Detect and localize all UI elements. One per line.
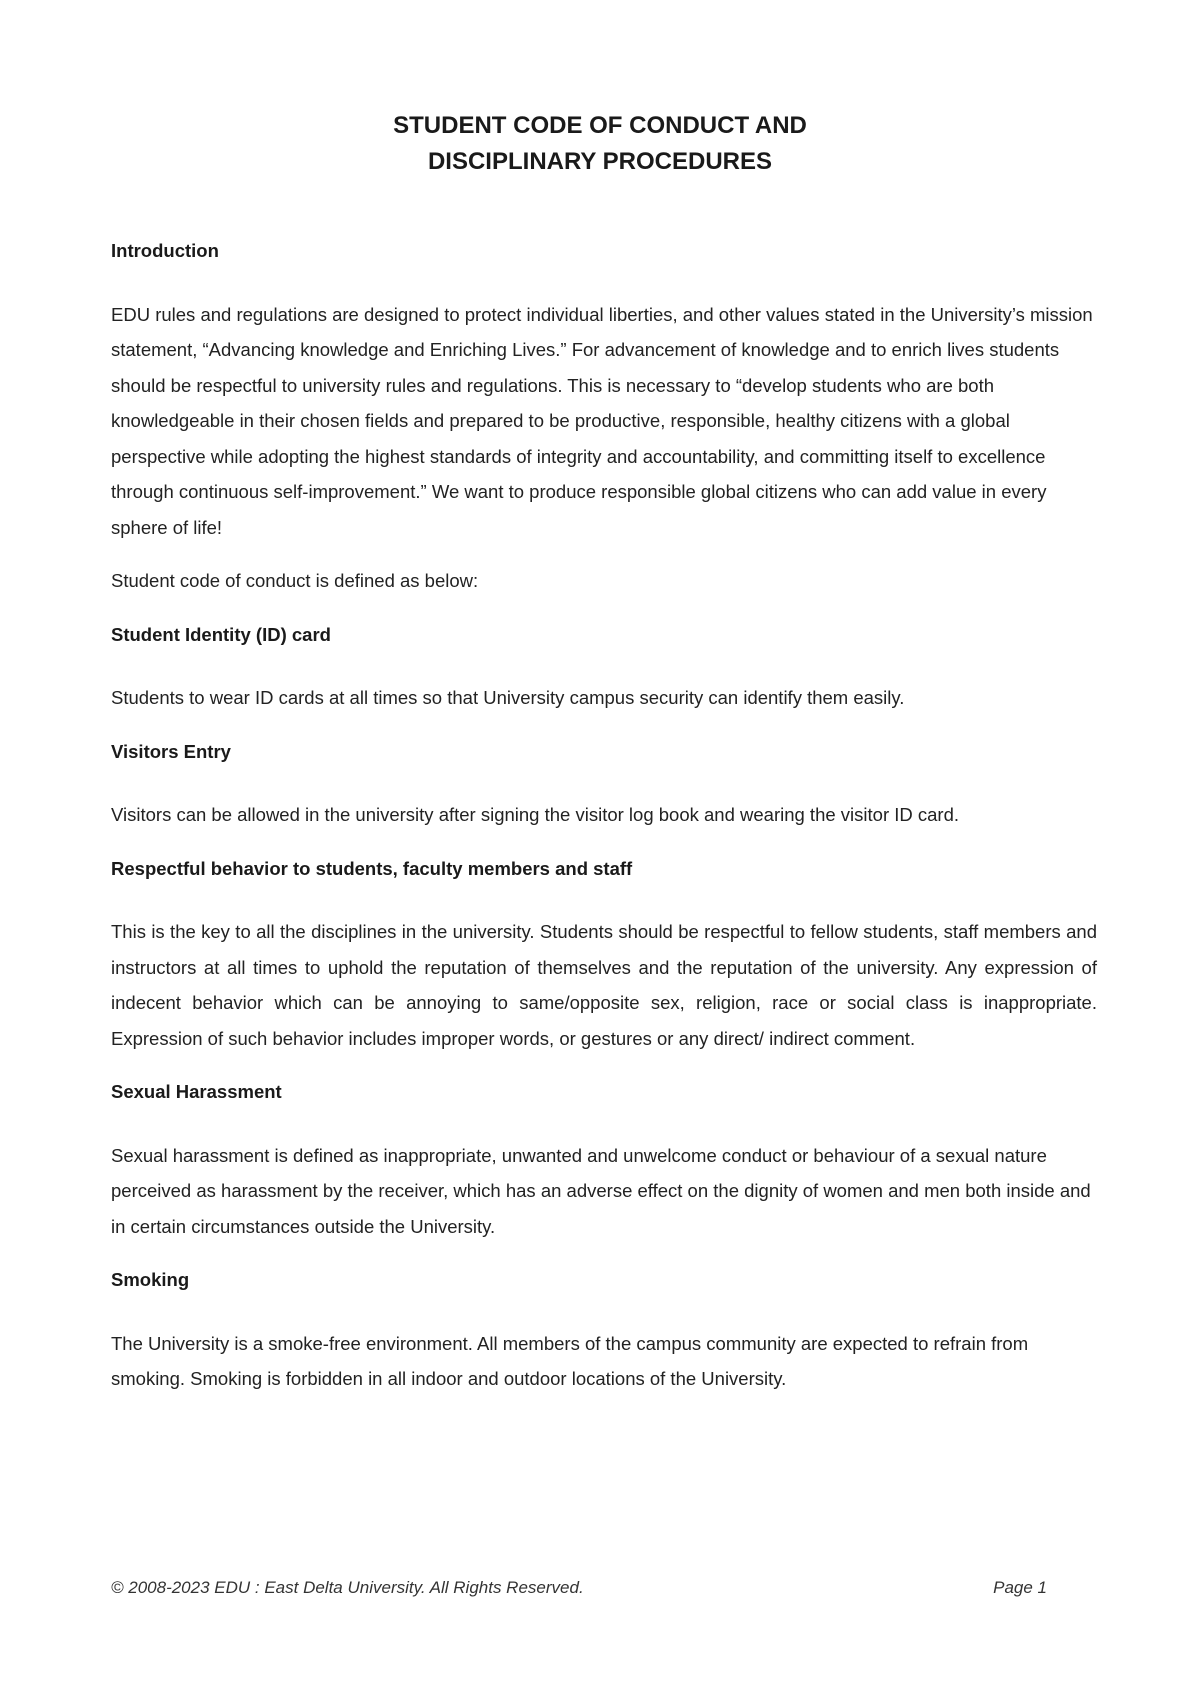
section-body-smoking: The University is a smoke-free environment. All members of the campus community are expected to refrain from smoking. Smoking is forbidden in all indoor and outdoor locations of the University. [111, 1332, 1029, 1389]
section-body-sexual-harassment: Sexual harassment is defined as inappropriate, unwanted and unwelcome conduct or behaviour of a sexual nature perceived as harassment by the receiver, which has an adverse effect on the dignity of women and men both inside and in certain circumstances outside the University. [111, 1144, 1091, 1237]
title-line-1: STUDENT CODE OF CONDUCT AND [393, 112, 807, 139]
section-body-id-card: Students to wear ID cards at all times so that University campus security can identify them easily. [111, 687, 905, 708]
section-body-visitors: Visitors can be allowed in the university after signing the visitor log book and wearing the visitor ID card. [111, 804, 960, 825]
code-intro-text: Student code of conduct is defined as below: [111, 570, 479, 591]
section-heading-introduction: Introduction [111, 240, 219, 261]
title-line-2: DISCIPLINARY PROCEDURES [427, 148, 773, 175]
section-heading-id-card: Student Identity (ID) card [111, 623, 331, 645]
intro-paragraph: EDU rules and regulations are designed to protect individual liberties, and other values stated in the University’s mission statement, “Advancing knowledge and Enriching Lives.” For advancement of knowledge and to enrich lives students should be respectful to university rules and regulations. This is necessary to “develop students who are both knowledgeable in their chosen fields and prepared to be productive, responsible, healthy citizens with a global perspective while adopting the highest standards of integrity and accountability, and committing itself to excellence through continuous self-improvement.” We want to produce responsible global citizens who can add value in every sphere of life! [111, 303, 1093, 538]
section-heading-visitors: Visitors Entry [111, 740, 231, 762]
section-heading-sexual-harassment: Sexual Harassment [111, 1081, 282, 1102]
footer-copyright: © 2008-2023 EDU : East Delta University. All Rights Reserved. [111, 1578, 584, 1597]
footer-page-number: Page 1 [993, 1578, 1047, 1597]
section-heading-smoking: Smoking [111, 1269, 190, 1290]
section-body-respectful-behavior: This is the key to all the disciplines in the university. Students should be respectful to fellow students, staff members and instructors at all times to uphold the reputation of themselves and the reputation of the university. Any expression of indecent behavior which can be annoying to same/opposite sex, religion, race or social class is inappropriate. Expression of such behavior includes improper words, or gestures or any direct/ indirect comment. [111, 921, 1097, 1049]
document-title [0, 108, 1200, 180]
document-body [111, 233, 1097, 1397]
section-heading-respectful-behavior: Respectful behavior to students, faculty members and staff [111, 857, 633, 879]
